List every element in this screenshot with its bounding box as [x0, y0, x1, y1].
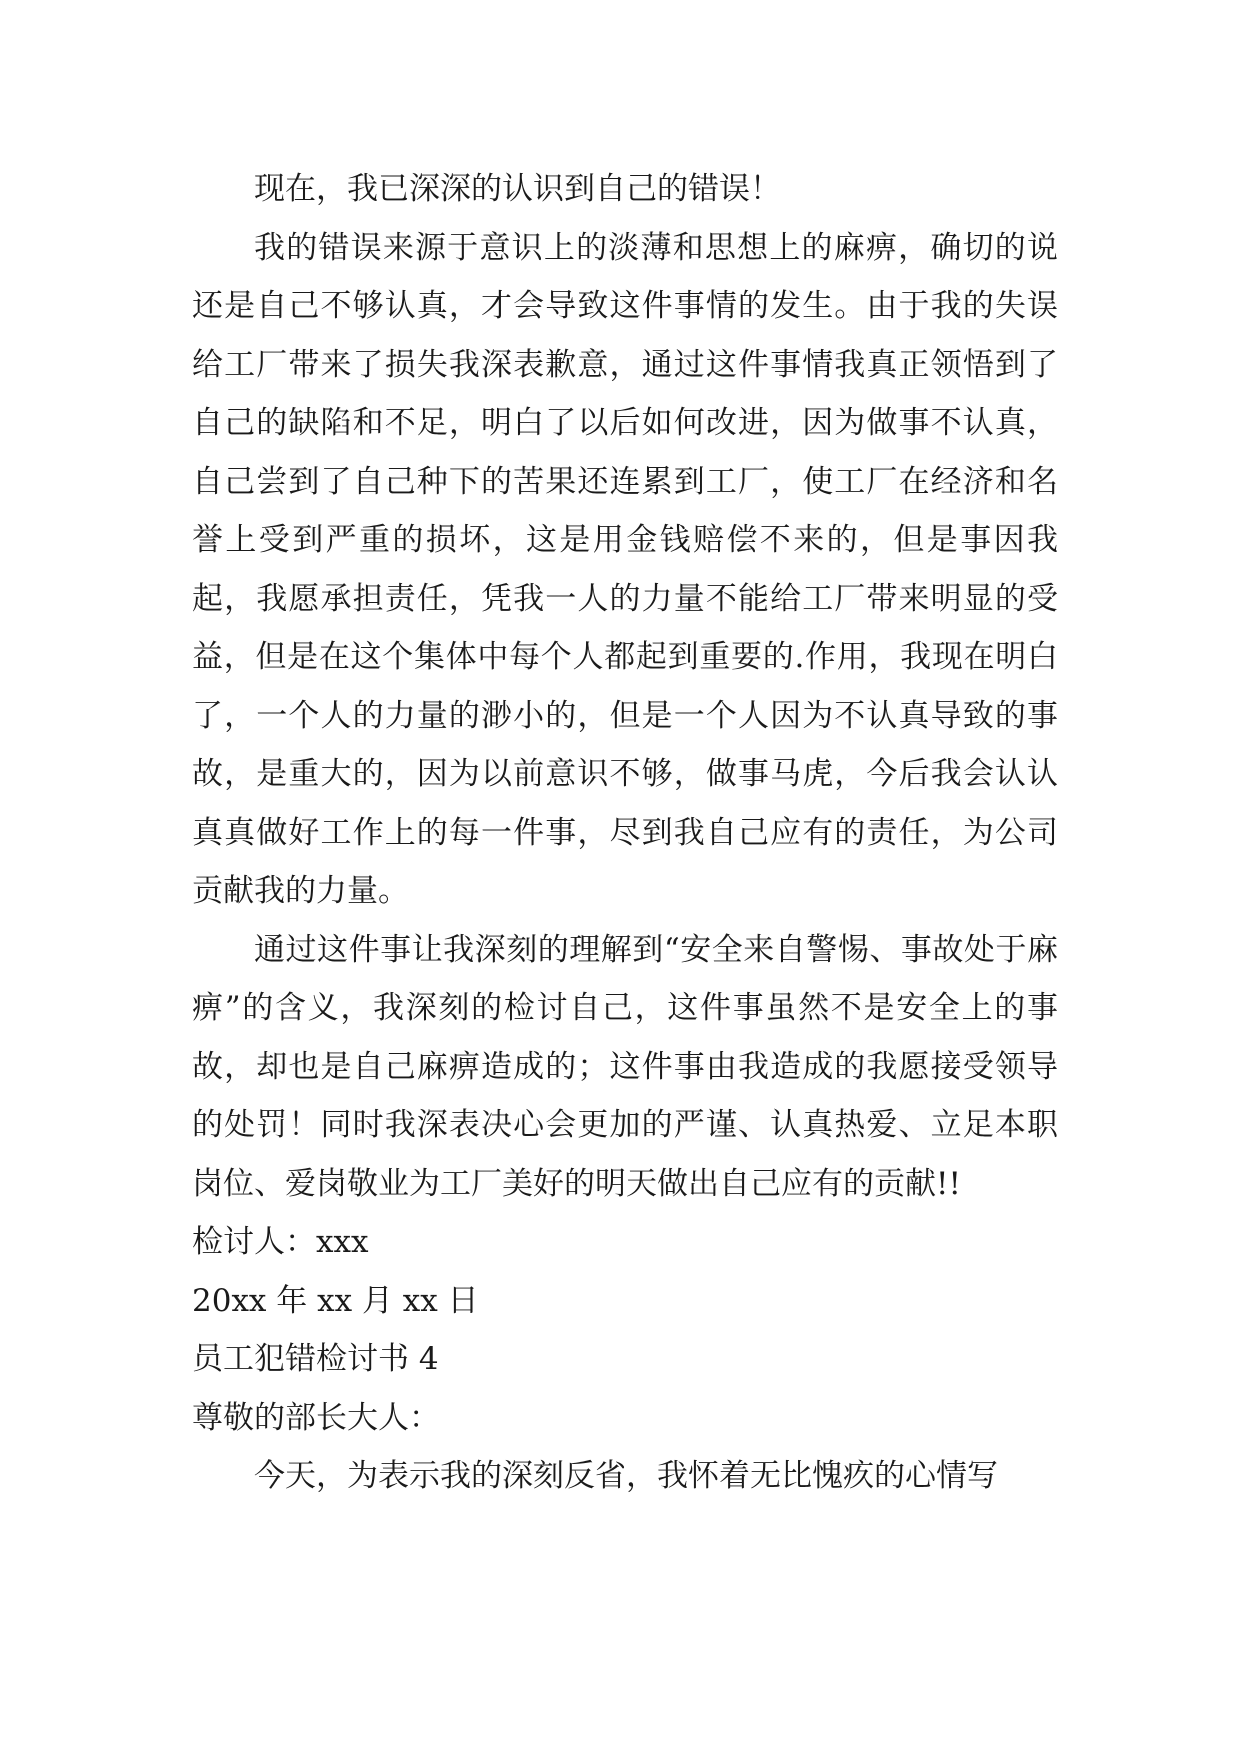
paragraph-realization: 现在，我已深深的认识到自己的错误！ — [254, 171, 781, 207]
document-body — [192, 160, 1058, 1506]
paragraph-error-reflection: 我的错误来源于意识上的淡薄和思想上的麻痹，确切的说还是自己不够认真，才会导致这件事情的发生。由于我的失误给工厂带来了损失我深表歉意，通过这件事情我真正领悟到了自己的缺陷和不足，明白了以后如何改进，因为做事不认真，自己尝到了自己种下的苦果还连累到工厂，使工厂在经济和名誉上受到严重的损坏，这是用金钱赔偿不来的，但是事因我起，我愿承担责任，凭我一人的力量不能给工厂带来明显的受益，但是在这个集体中每个人都起到重要的.作用，我现在明白了，一个人的力量的渺小的，但是一个人因为不认真导致的事故，是重大的，因为以前意识不够，做事马虎，今后我会认认真真做好工作上的每一件事，尽到我自己应有的责任，为公司贡献我的力量。 — [192, 229, 1058, 909]
paragraph-safety-lesson: 通过这件事让我深刻的理解到“安全来自警惕、事故处于麻痹”的含义，我深刻的检讨自己，这件事虽然不是安全上的事故，却也是自己麻痹造成的；这件事由我造成的我愿接受领导的处罚！同时我深表决心会更加的严谨、认真热爱、立足本职岗位、爱岗敬业为工厂美好的明天做出自己应有的贡献!! — [192, 931, 1058, 1202]
paragraph-opening: 今天，为表示我的深刻反省，我怀着无比愧疚的心情写 — [254, 1458, 998, 1494]
salutation-line: 尊敬的部长大人： — [192, 1399, 440, 1436]
date-line: 20xx 年 xx 月 xx 日 — [192, 1282, 479, 1319]
signer-line: 检讨人：xxx — [192, 1224, 369, 1260]
section-title: 员工犯错检讨书 4 — [192, 1341, 439, 1377]
